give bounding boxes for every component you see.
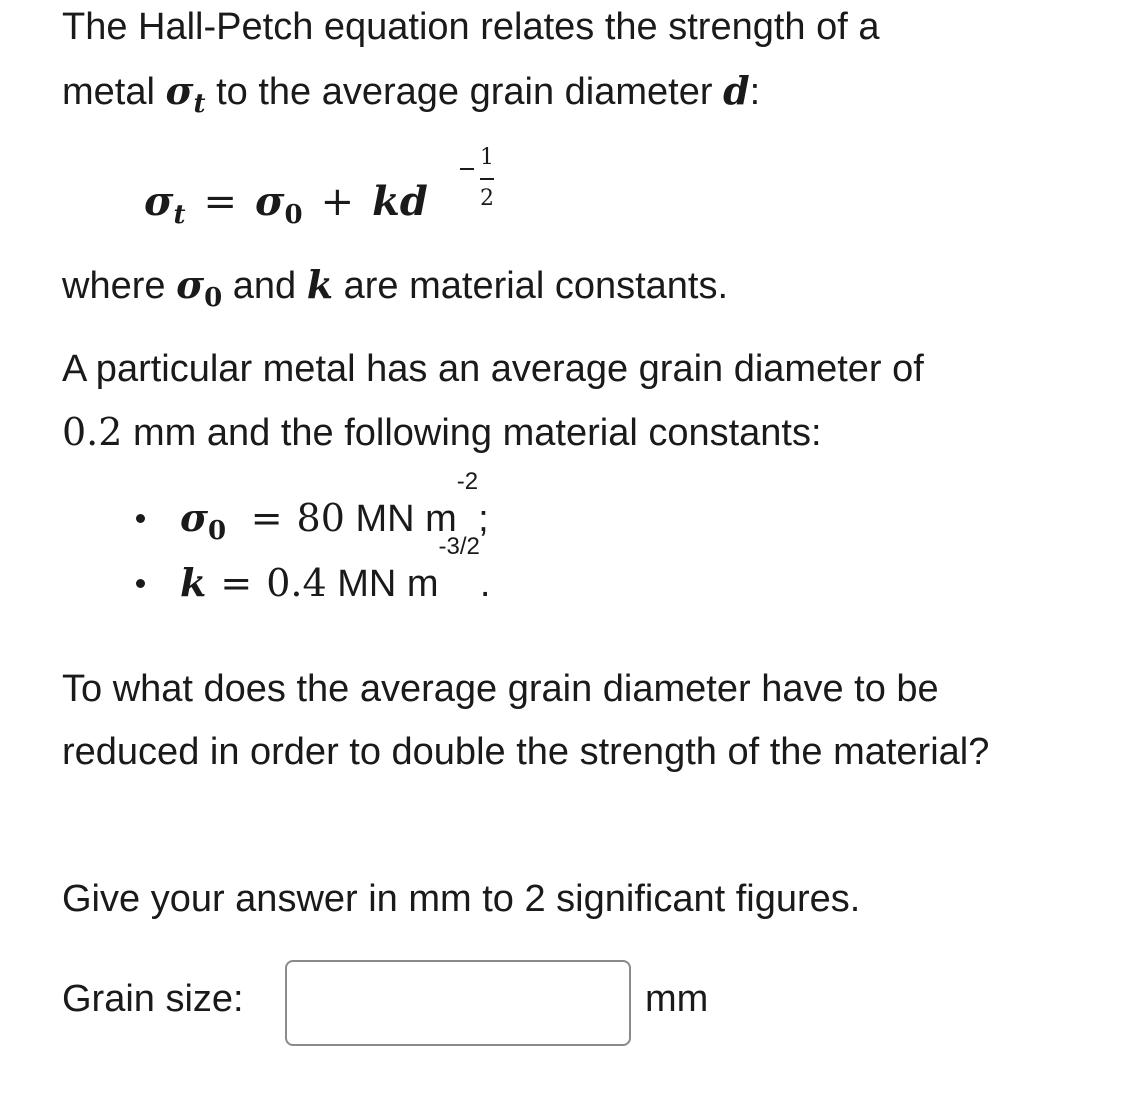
where-k: k: [306, 262, 334, 307]
where-text: where: [62, 265, 166, 307]
eq-sigma-t: $\sigma_t$: [144, 178, 186, 230]
constant-end: .: [479, 563, 491, 605]
exponent-fraction: [460, 144, 520, 214]
intro-paragraph: [62, 0, 879, 128]
list-item: [130, 533, 491, 614]
constant-exponent: -2: [456, 468, 479, 495]
constant-exponent: -3/2: [438, 533, 480, 560]
bullet-dot: [136, 579, 145, 588]
sigma-t-symbol: $\sigma_t$: [165, 68, 206, 119]
eq-sigma-0: $\sigma_0$: [255, 178, 303, 230]
intro-to-text: to the average grain diameter: [216, 71, 713, 113]
grain-value: 0.2: [62, 410, 123, 454]
where-paragraph: [62, 253, 728, 322]
eq-kd: kd: [372, 178, 428, 225]
constants-list: [130, 468, 491, 614]
constant-equals: =: [250, 496, 283, 540]
constant-value: 80: [296, 496, 345, 540]
constant-value: 0.4: [266, 561, 327, 605]
exponent-numerator: 1: [480, 145, 494, 170]
where-sigma-0: $\sigma_0$: [176, 262, 223, 313]
grain-paragraph: [62, 338, 924, 465]
constant-equals: =: [220, 561, 253, 605]
constant-symbol: $\sigma_0$: [180, 495, 227, 546]
intro-colon: :: [749, 71, 761, 113]
grain-line-2: mm and the following material constants:: [133, 412, 822, 454]
constant-unit: MN m: [337, 563, 439, 605]
d-symbol: d: [723, 68, 750, 113]
eq-equals: =: [203, 179, 238, 225]
constants-text: are material constants.: [343, 265, 729, 307]
constant-unit: MN m: [355, 498, 457, 540]
question-prompt: To what does the average grain diameter have to be reduced in order to double the strength of the material?: [62, 668, 990, 773]
fraction-bar: [480, 178, 494, 180]
list-item: [130, 468, 490, 553]
exponent-denominator: 2: [480, 186, 494, 211]
constant-symbol: k: [180, 560, 207, 605]
intro-metal-text: metal: [62, 71, 155, 113]
exponent-minus: [460, 168, 474, 170]
grain-size-unit: mm: [645, 978, 709, 1020]
and-text: and: [232, 265, 297, 307]
eq-plus: +: [320, 179, 355, 225]
constant-end: ;: [478, 498, 489, 540]
bullet-dot: [136, 514, 145, 523]
grain-size-label: Grain size:: [62, 978, 244, 1020]
answer-instruction: Give your answer in mm to 2 significant figures.: [62, 878, 861, 920]
answer-row: [62, 960, 862, 1050]
equation-body: [144, 178, 428, 230]
grain-line-1: A particular metal has an average grain diameter of: [62, 348, 924, 390]
intro-line-1: The Hall-Petch equation relates the strength of a: [62, 6, 880, 48]
grain-size-input[interactable]: [285, 960, 631, 1046]
